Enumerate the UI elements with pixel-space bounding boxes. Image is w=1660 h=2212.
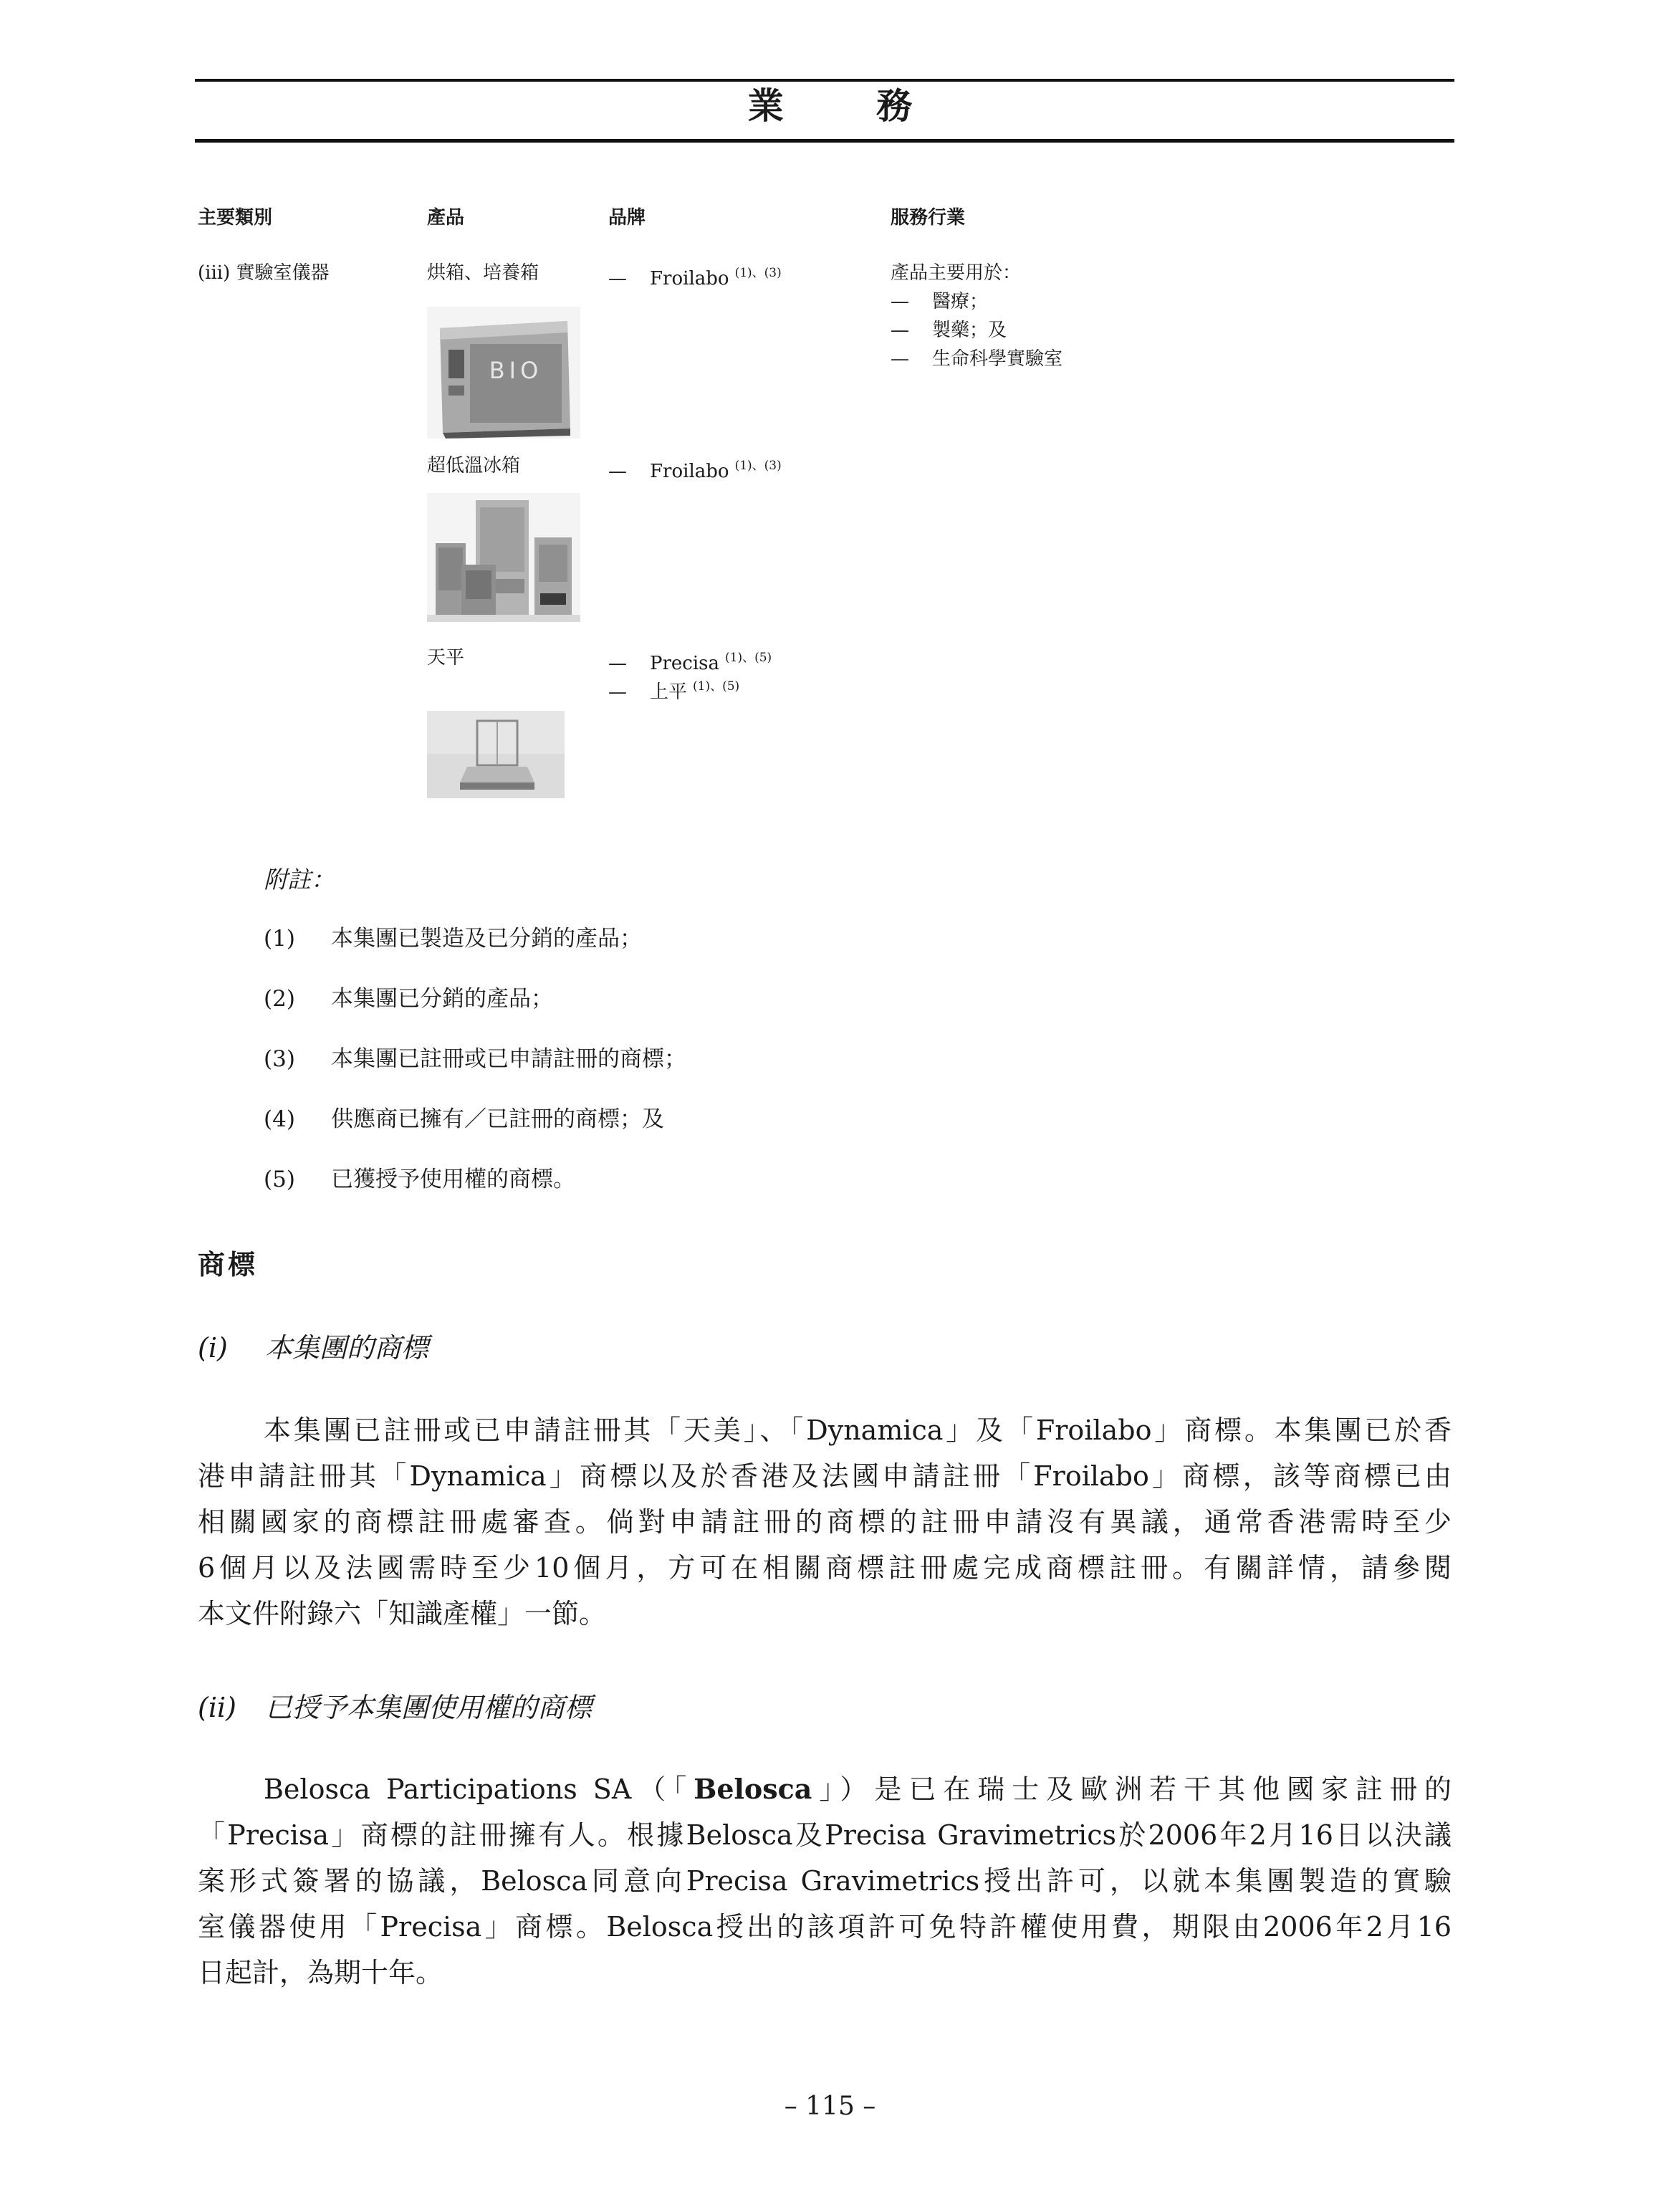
analytical-balance-photo-icon <box>427 711 565 798</box>
paragraph-group-trademarks <box>198 1407 1452 1637</box>
svg-text:BIO: BIO <box>489 357 543 384</box>
paragraph-line: Belosca Participations SA（「Belosca」）是已在瑞士及歐洲若干其他國家註冊的 <box>264 1773 1452 1805</box>
paragraph-licensed-trademarks <box>198 1766 1452 1996</box>
paragraph-line: 6個月以及法國需時至少10個月，方可在相關商標註冊處完成商標註冊。有關詳情，請參閱 <box>198 1552 1452 1584</box>
paragraph-line: 本集團已註冊或已申請註冊其「天美」、「Dynamica」及「Froilabo」商標。本集團已於香 <box>264 1414 1452 1446</box>
note-item-4: (4) 供應商已擁有／已註冊的商標；及 <box>264 1106 664 1132</box>
brand-froilabo-2: — Froilabo $^{(1)、(3)}$ <box>608 459 782 482</box>
col-header-category: 主要類別 <box>198 207 273 229</box>
paragraph-line: 港申請註冊其「Dynamica」商標以及於香港及法國申請註冊「Froilabo」商標，該等商標已由 <box>198 1460 1452 1492</box>
subsection-title-group-trademarks: (i) 本集團的商標 <box>198 1332 429 1364</box>
oven-incubator-photo-icon <box>427 307 580 439</box>
subsection-title-licensed-trademarks: (ii) 已授予本集團使用權的商標 <box>198 1692 592 1723</box>
category-label: (iii) 實驗室儀器 <box>198 262 330 284</box>
header-bottom-rule <box>195 139 1454 143</box>
paragraph-line: 室儀器使用「Precisa」商標。Belosca授出的該項許可免特許權使用費，期限由2006年2月16 <box>198 1911 1452 1943</box>
service-item-pharma: — 製藥；及 <box>891 320 1007 341</box>
product-oven-incubator: 烘箱、培養箱 <box>427 262 539 284</box>
col-header-service: 服務行業 <box>891 207 966 229</box>
note-item-2: (2) 本集團已分銷的產品； <box>264 986 553 1012</box>
brand-shangping: — 上平 $^{(1)、(5)}$ <box>608 679 740 703</box>
note-item-3: (3) 本集團已註冊或已申請註冊的商標； <box>264 1046 686 1072</box>
service-intro: 產品主要用於： <box>891 262 1022 284</box>
brand-froilabo-1: — Froilabo $^{(1)、(3)}$ <box>608 266 782 289</box>
page-header-title: 業 務 <box>747 85 953 127</box>
brand-precisa: — Precisa $^{(1)、(5)}$ <box>608 651 772 674</box>
page-number: – 115 – <box>784 2092 876 2121</box>
col-header-brand: 品牌 <box>608 207 646 229</box>
header-top-rule <box>195 79 1454 82</box>
paragraph-line: 本文件附錄六「知識產權」一節。 <box>198 1598 607 1629</box>
service-item-lifescience: — 生命科學實驗室 <box>891 348 1063 370</box>
note-item-1: (1) 本集團已製造及已分銷的產品； <box>264 926 642 952</box>
ultra-low-freezer-photo-icon <box>427 493 580 622</box>
note-item-5: (5) 已獲授予使用權的商標。 <box>264 1167 575 1192</box>
product-balance: 天平 <box>427 647 465 669</box>
notes-label: 附註： <box>264 866 335 894</box>
paragraph-line: 日起計，為期十年。 <box>198 1957 443 1988</box>
service-item-medical: — 醫療； <box>891 291 989 312</box>
product-ultra-low-freezer: 超低溫冰箱 <box>427 455 521 477</box>
bold-term-belosca: Belosca <box>694 1773 812 1805</box>
paragraph-line: 相關國家的商標註冊處審查。倘對申請註冊的商標的註冊申請沒有異議，通常香港需時至少 <box>198 1506 1452 1538</box>
paragraph-line: 案形式簽署的協議，Belosca同意向Precisa Gravimetrics授出許可，以就本集團製造的實驗 <box>198 1865 1452 1897</box>
section-title-trademarks: 商標 <box>198 1248 259 1280</box>
paragraph-line: 「Precisa」商標的註冊擁有人。根據Belosca及Precisa Gravimetrics於2006年2月16日以決議 <box>198 1819 1452 1851</box>
col-header-product: 產品 <box>427 207 465 229</box>
